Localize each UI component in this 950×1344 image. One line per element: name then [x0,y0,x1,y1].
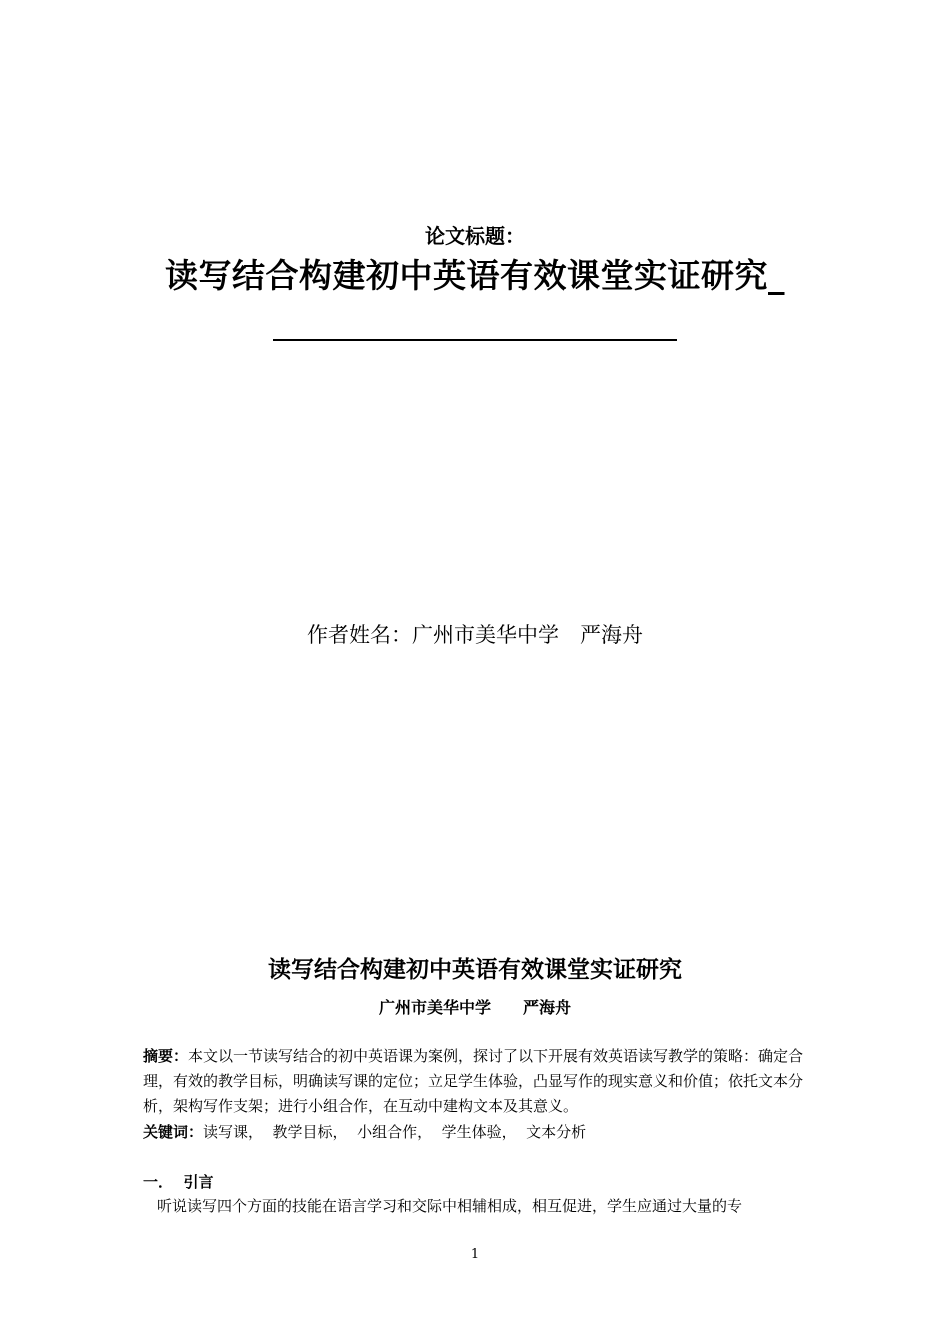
abstract [143,1044,807,1119]
title-underline [273,339,677,341]
page-number: 1 [470,1247,480,1262]
cover-main-title: 读写结合构建初中英语有效课堂实证研究_ [165,256,785,295]
cover-author-line: 作者姓名：广州市美华中学 严海舟 [307,623,643,647]
abstract-label: 摘要： [143,1047,189,1065]
keywords-text: 读写课， 教学目标， 小组合作， 学生体验， 文本分析 [203,1123,587,1141]
article-title: 读写结合构建初中英语有效课堂实证研究 [268,957,682,983]
keywords-label: 关键词： [143,1123,204,1141]
section-heading-introduction: 一． 引言 [143,1173,214,1191]
abstract-text: 本文以一节读写结合的初中英语课为案例，探讨了以下开展有效英语读写教学的策略：确定合理，有效的教学目标，明确读写课的定位；立足学生体验，凸显写作的现实意义和价值；依托文本分析，架构写作支架；进行小组合作，在互动中建构文本及其意义。 [143,1047,804,1115]
section-paragraph: 听说读写四个方面的技能在语言学习和交际中相辅相成，相互促进，学生应通过大量的专 [157,1197,743,1215]
cover-title-label: 论文标题： [425,224,525,248]
article-affiliation: 广州市美华中学 严海舟 [378,998,571,1017]
keywords [143,1120,807,1145]
